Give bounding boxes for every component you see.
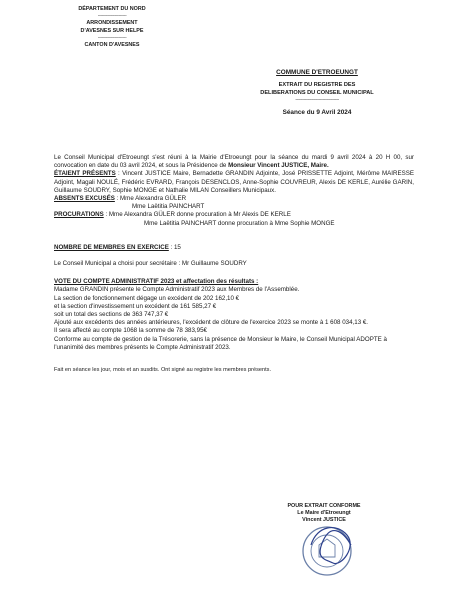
presents-text: : Vincent JUSTICE Maire, Bernadette GRANDIN Adjointe, José PRISSETTE Adjoint, Mérôme MAIRESSE Adjoint, Magali NOULÉ, Frédéric EVRARD, François DESENCLOS, Anne-Sophie COUVREUR, Alexis DE KERLE, Aurélie GARIN, Guillaume SOUDRY, Sophie MONGE et Nathalie MILAN Conseillers Municipaux. bbox=[54, 170, 414, 194]
document-body bbox=[54, 154, 414, 374]
departement-label: DÉPARTEMENT DU NORD bbox=[78, 6, 146, 12]
canton-label: CANTON D'AVESNES bbox=[84, 42, 140, 49]
vote-line: et la section d'investissement un excédent de 161 585,27 € bbox=[54, 302, 217, 310]
membres-line bbox=[54, 244, 414, 252]
seance-date: Séance du 9 Avril 2024 bbox=[282, 108, 352, 116]
arrondissement-label-1: ARRONDISSEMENT bbox=[86, 20, 138, 27]
vote-line: Il sera affecté au compte 1068 la somme de 78 383,95€ bbox=[54, 327, 207, 335]
closing-line: Fait en séance les jour, mois et an susdits. Ont signé au registre les membres présents. bbox=[54, 367, 272, 374]
divider: -------------------------------- bbox=[295, 97, 339, 104]
vote-section bbox=[54, 278, 414, 352]
vote-line: Ajouté aux excédents des années antérieures, l'excédent de clôture de l'exercice 2023 se monte à 1 608 034,13 €. bbox=[54, 319, 369, 327]
president-name: Monsieur Vincent JUSTICE, Maire. bbox=[228, 162, 329, 170]
signature-line-1: POUR EXTRAIT CONFORME bbox=[287, 503, 361, 509]
vote-line: La section de fonctionnement dégage un excédent de 202 162,10 € bbox=[54, 294, 240, 302]
extrait-line-1: EXTRAIT DU REGISTRE DES bbox=[278, 82, 356, 89]
membres-value: : 15 bbox=[168, 243, 181, 251]
header-right bbox=[236, 69, 398, 116]
vote-line: soit un total des sections de 363 747,37 € bbox=[54, 311, 169, 319]
procurations-label: PROCURATIONS bbox=[54, 211, 104, 219]
signature-line-3: Vincent JUSTICE bbox=[302, 517, 346, 523]
stamp-emblem bbox=[319, 539, 335, 557]
vote-line: Conforme au compte de gestion de la Trésorerie, sans la présence de Monsieur le Maire, le Conseil Municipal ADOPTE à l'unanimité des membres présents le Compte Administratif 2023. bbox=[54, 335, 387, 351]
header-left bbox=[52, 6, 172, 49]
extrait-line-2: DELIBERATIONS DU CONSEIL MUNICIPAL bbox=[260, 89, 374, 96]
intro-text: Le Conseil Municipal d'Etroeungt s'est réuni à la Mairie d'Etroeungt pour la séance du mardi 9 avril 2024 à 20 H 00, sur convocation en date du 03 avril 2024, et sous la Présidence de bbox=[54, 154, 414, 170]
handwritten-signature bbox=[311, 528, 351, 564]
absents-value-1: : Mme Alexandra GÜLER bbox=[114, 195, 187, 203]
signature-line-2: Le Maire d'Etroeungt bbox=[297, 510, 351, 516]
absents-line-2: Mme Laëtitia PAINCHART bbox=[132, 203, 205, 211]
procurations-line-1 bbox=[54, 211, 414, 219]
official-stamp-signature bbox=[297, 515, 361, 579]
absents-label: ABSENTS EXCUSÉS bbox=[54, 195, 115, 203]
procurations-value-1: : Mme Alexandra GÜLER donne procuration à Mr Alexis DE KERLE bbox=[103, 211, 291, 219]
stamp-inner-ring bbox=[311, 535, 343, 567]
divider: ---------------------- bbox=[97, 13, 127, 20]
arrondissement-label-2: D'AVESNES SUR HELPE bbox=[80, 27, 144, 34]
commune-title: COMMUNE D'ETROEUNGT bbox=[276, 69, 358, 76]
vote-title: VOTE DU COMPTE ADMINISTRATIF 2023 et affectation des résultats : bbox=[54, 278, 259, 286]
secretaire-line: Le Conseil Municipal a choisi pour secrétaire : Mr Guillaume SOUDRY bbox=[54, 260, 247, 268]
vote-line: Madame GRANDIN présente le Compte Administratif 2023 aux Membres de l'Assemblée. bbox=[54, 286, 300, 294]
presents-label: ÉTAIENT PRÉSENTS bbox=[54, 170, 116, 178]
membres-label: NOMBRE DE MEMBRES EN EXERCICE bbox=[54, 243, 169, 251]
absents-line-1 bbox=[54, 195, 414, 203]
divider: ---------------------- bbox=[97, 34, 127, 41]
intro-paragraph bbox=[54, 154, 414, 170]
presents-paragraph bbox=[54, 170, 414, 195]
procurations-line-2: Mme Laëtitia PAINCHART donne procuration à Mme Sophie MONGE bbox=[144, 219, 335, 227]
